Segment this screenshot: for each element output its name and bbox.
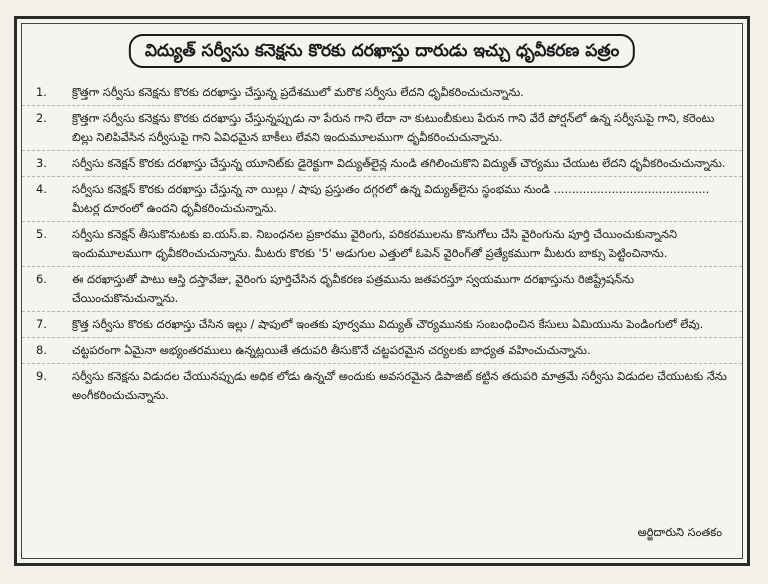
document-inner-border [21,23,743,559]
item-text: క్రొత్తగా సర్వీసు కనెక్షను కొరకు దరఖాస్తు చేస్తున్న ప్రదేశములో మరొక సర్వీసు లేదని ధృవీకరించుచున్నాను. [72,85,524,99]
declaration-item-5 [22,222,742,267]
declaration-item-2 [22,106,742,151]
declaration-item-1 [22,80,742,106]
document-title: విద్యుత్ సర్వీసు కనెక్షను కొరకు దరఖాస్తు దారుడు ఇచ్చు ధృవీకరణ పత్రం [129,34,635,68]
item-number: 6. [36,272,47,286]
item-number: 4. [36,182,47,196]
item-number: 8. [36,343,47,357]
item-text: చట్టపరంగా ఏమైనా అభ్యంతరములు ఉన్నట్లయితే తదుపరి తీసుకొనే చట్టపరమైన చర్యలకు బాధ్యత వహించుచున్నాను. [72,343,591,357]
item-number: 9. [36,369,47,383]
item-number: 5. [36,227,47,241]
item-text: సర్వీసు కనెక్షను విడుదల చేయునప్పుడు అధిక లోడు ఉన్నచో అందుకు అవసరమైన డిపాజిట్ కట్టిన తదుపరి మాత్రమే సర్వీసు విడుదల చేయుటకు నేను అంగీకరించుచున్నాను. [72,369,727,402]
document-border [14,16,750,566]
declaration-item-7 [22,312,742,338]
item-text: క్రొత్త సర్వీసు కొరకు దరఖాస్తు చేసిన ఇల్లు / షాపులో ఇంతకు పూర్వము విద్యుత్ చౌర్యమునకు సంబంధించిన కేసులు ఏమియును పెండింగులో లేవు. [72,317,704,331]
declaration-item-6 [22,267,742,312]
declaration-item-4 [22,177,742,222]
declaration-item-3 [22,151,742,177]
item-text: ఈ దరఖాస్తుతో పాటు ఆస్తి దస్తావేజు, వైరింగు పూర్తిచేసిన ధృవీకరణ పత్రమును జతపరస్తూ స్వయముగా దరఖాస్తును రిజిష్ట్రేషన్‌ను చేయించుకొనుచున్నాను. [72,272,635,305]
declaration-list [22,80,742,408]
item-text: సర్వీసు కనెక్షన్ తీసుకొనుటకు ఐ.యస్.ఐ. నిబంధనల ప్రకారము వైరింగు, పరికరములను కొనుగోలు చేసి వైరింగును పూర్తి చేయించుకున్నానని ఇందుమూలముగా ధృవీకరించుచున్నాను. మీటరు కొరకు '5' అడుగుల ఎత్తులో ఓపెన్ వైరింగ్‌తో ప్రత్యేకముగా మీటరు బాక్సు పెట్టించినాను. [72,227,677,260]
declaration-item-9 [22,364,742,408]
item-text: క్రొత్తగా సర్వీసు కనెక్షను కొరకు దరఖాస్తు చేస్తున్నప్పుడు నా పేరున గాని లేదా నా కుటుంబీకులు పేరున గాని వేరే పోర్షన్‌లో ఉన్న సర్వీసుపై గాని, కరెంటు బిల్లు నిలిపివేసిన సర్వీసుపై గాని ఏవిధమైన బాకీలు లేవని ఇందుమూలముగా ధృవీకరించుచున్నాను. [72,111,715,144]
item-number: 3. [36,156,47,170]
declaration-item-8 [22,338,742,364]
item-text: సర్వీసు కనెక్షన్ కొరకు దరఖాస్తు చేస్తున్న నా యిల్లు / షాపు ప్రస్తుతం దగ్గరలో ఉన్న విద్యుత్‌లైను స్థంభము నుండి ........................................... మీటర్ల దూరంలో ఉందని ధృవీకరించుచున్నాను. [72,182,710,215]
applicant-signature-label: అర్జిదారుని సంతకం [637,525,722,539]
item-number: 1. [36,85,47,99]
item-text: సర్వీసు కనెక్షన్ కొరకు దరఖాస్తు చేస్తున్న యూనిట్‌కు డైరెక్టుగా విద్యుత్‌లైన్ల నుండి తగిలించుకొని విద్యుత్ చౌర్యము చేయుట లేదని ధృవీకరించుచున్నాను. [72,156,726,170]
item-number: 2. [36,111,47,125]
item-number: 7. [36,317,47,331]
